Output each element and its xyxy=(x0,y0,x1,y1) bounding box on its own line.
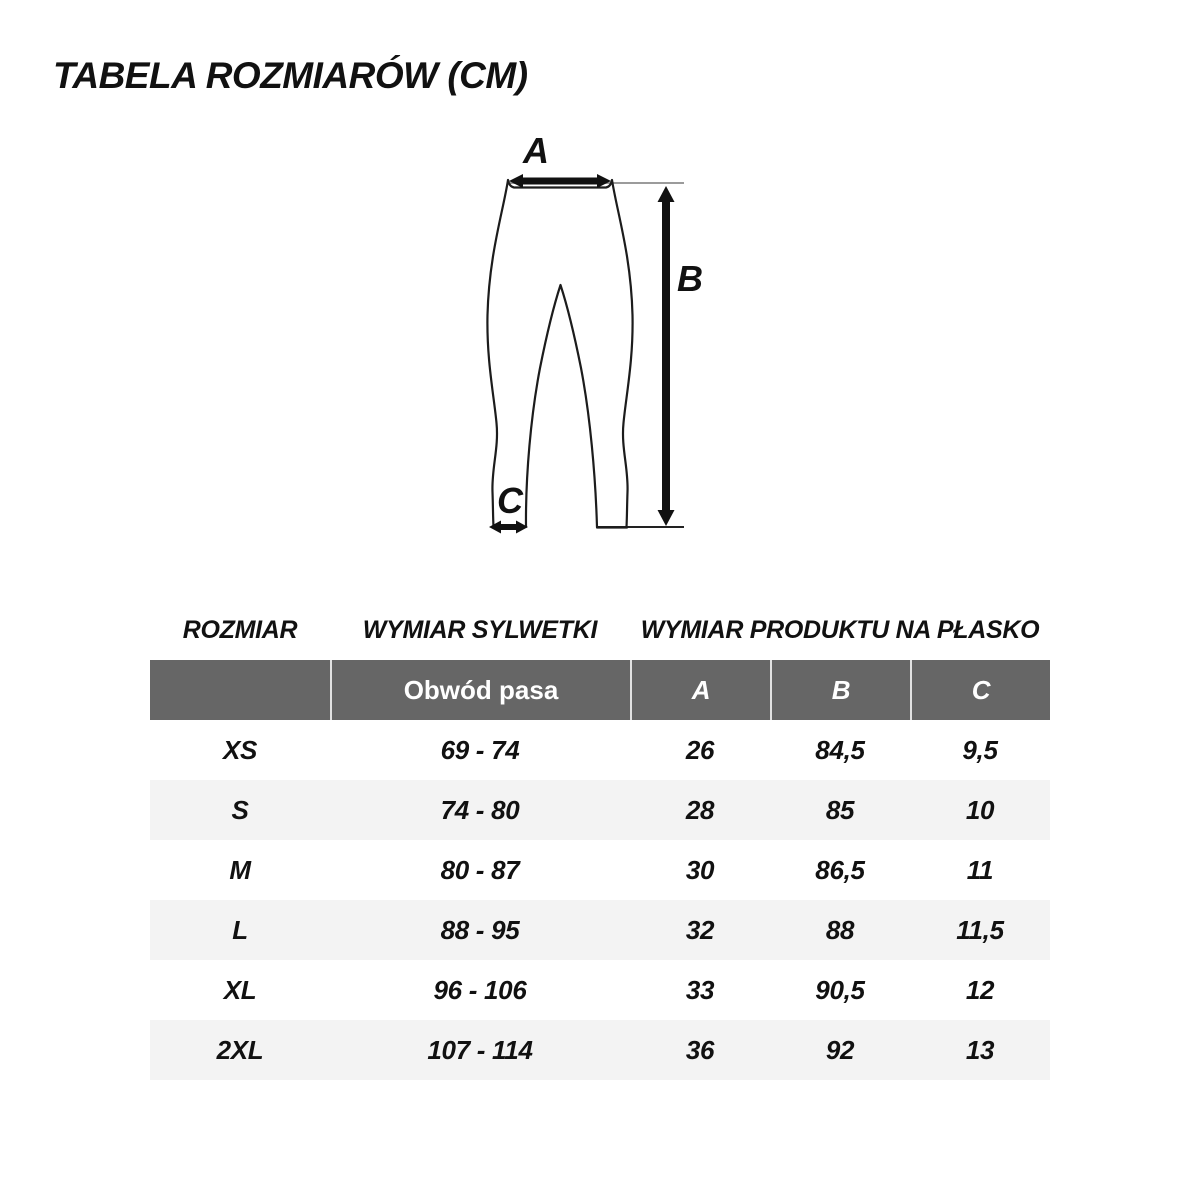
table-row xyxy=(150,840,1050,900)
c-cell: 11,5 xyxy=(956,914,1004,945)
header-a-cell: A xyxy=(630,660,770,720)
size-cell: XL xyxy=(223,974,257,1005)
c-cell: 11 xyxy=(966,854,994,885)
b-cell: 85 xyxy=(825,794,855,825)
waist-cell: 107 - 114 xyxy=(427,1034,533,1065)
size-table xyxy=(150,660,1050,1080)
c-cell: 9,5 xyxy=(962,734,998,765)
c-cell: 12 xyxy=(965,974,995,1005)
c-cell: 10 xyxy=(965,794,995,825)
table-row xyxy=(150,960,1050,1020)
size-cell: XS xyxy=(222,734,258,765)
table-group-headers xyxy=(150,608,1050,652)
table-row xyxy=(150,780,1050,840)
a-cell: 32 xyxy=(685,914,715,945)
a-cell: 28 xyxy=(685,794,715,825)
header-b-cell: B xyxy=(770,660,910,720)
size-cell: L xyxy=(232,914,248,945)
group-header-wymiar-sylwetki: WYMIAR SYLWETKI xyxy=(362,615,598,644)
b-cell: 84,5 xyxy=(815,734,865,765)
group-header-rozmiar: ROZMIAR xyxy=(182,615,298,644)
size-cell: M xyxy=(229,854,251,885)
table-row xyxy=(150,900,1050,960)
a-cell: 36 xyxy=(685,1034,715,1065)
arrow-b xyxy=(658,186,675,526)
waist-cell: 74 - 80 xyxy=(440,794,520,825)
label-a: A xyxy=(523,130,549,171)
b-cell: 90,5 xyxy=(815,974,865,1005)
c-cell: 13 xyxy=(965,1034,995,1065)
waist-cell: 88 - 95 xyxy=(440,914,520,945)
leggings-outline xyxy=(487,180,632,528)
a-cell: 33 xyxy=(685,974,715,1005)
label-b: B xyxy=(677,258,703,299)
header-c-cell: C xyxy=(910,660,1050,720)
arrow-c xyxy=(489,521,528,534)
arrow-a xyxy=(509,174,611,188)
table-body xyxy=(150,720,1050,1080)
size-cell: 2XL xyxy=(216,1034,264,1065)
a-cell: 30 xyxy=(685,854,715,885)
a-cell: 26 xyxy=(685,734,715,765)
group-header-wymiar-produktu: WYMIAR PRODUKTU NA PŁASKO xyxy=(640,615,1040,644)
waist-cell: 96 - 106 xyxy=(433,974,527,1005)
label-c: C xyxy=(497,480,523,521)
b-cell: 88 xyxy=(825,914,855,945)
header-waist-cell: Obwód pasa xyxy=(330,660,630,720)
page-title: TABELA ROZMIARÓW (CM) xyxy=(53,55,528,96)
waist-cell: 80 - 87 xyxy=(440,854,520,885)
size-cell: S xyxy=(231,794,249,825)
b-cell: 92 xyxy=(825,1034,855,1065)
table-row xyxy=(150,1020,1050,1080)
table-row xyxy=(150,720,1050,780)
table-header-row xyxy=(150,660,1050,720)
waist-cell: 69 - 74 xyxy=(440,734,520,765)
header-size-cell xyxy=(150,660,330,720)
b-cell: 86,5 xyxy=(815,854,865,885)
